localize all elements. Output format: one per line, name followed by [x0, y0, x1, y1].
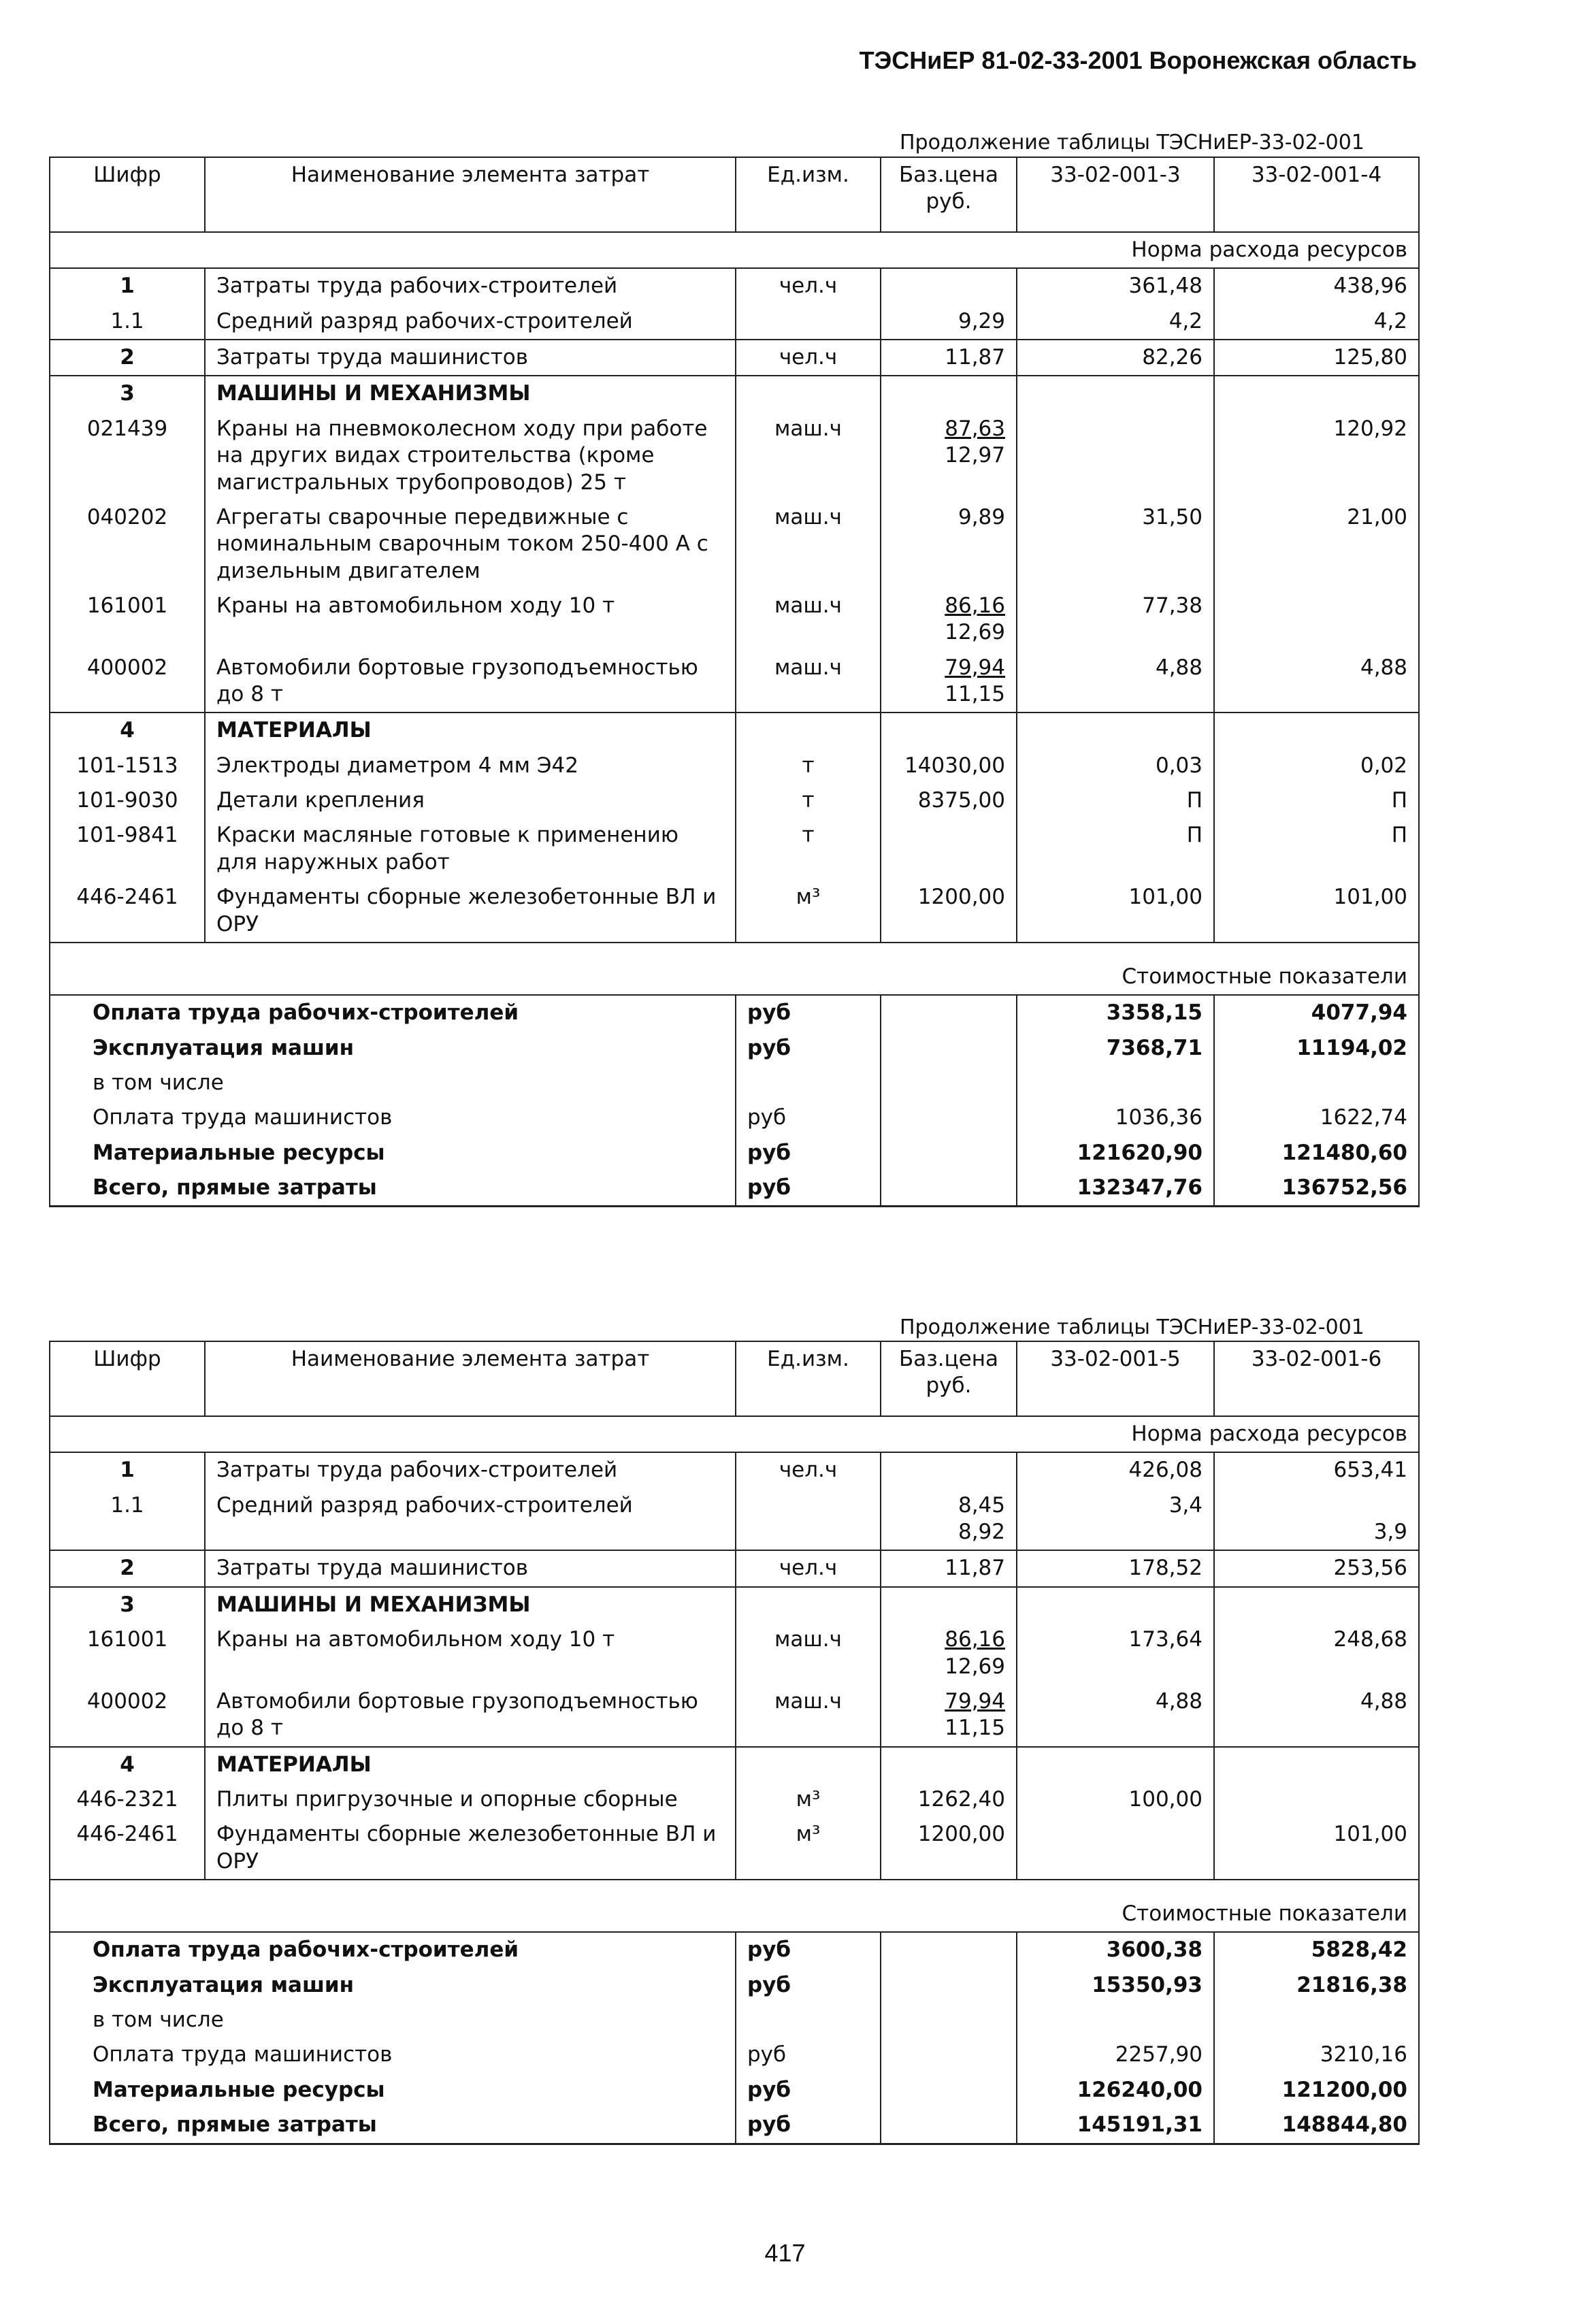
cost-row: Материальные ресурсы руб 126240,00 121200,00 [50, 2073, 1419, 2108]
section-row-materials: 4 МАТЕРИАЛЫ [50, 713, 1419, 748]
page-number: 417 [764, 2239, 806, 2267]
col-header-unit: Ед.изм. [736, 157, 881, 232]
table-row: 446-2461 Фундаменты сборные железобетонные ВЛ и ОРУ м³ 1200,00 101,00 [50, 1817, 1419, 1880]
section-row-machines: 3 МАШИНЫ И МЕХАНИЗМЫ [50, 376, 1419, 411]
table-row: 2 Затраты труда машинистов чел.ч 11,87 178,52 253,56 [50, 1550, 1419, 1586]
band-cost: Стоимостные показатели [50, 1880, 1419, 1932]
cost-row: Эксплуатация машин руб 7368,71 11194,02 [50, 1031, 1419, 1066]
col-header-b: 33-02-001-4 [1214, 157, 1419, 232]
col-header-unit: Ед.изм. [736, 1341, 881, 1416]
col-header-a: 33-02-001-3 [1017, 157, 1214, 232]
table-row: 446-2461 Фундаменты сборные железобетонные ВЛ и ОРУ м³ 1200,00 101,00 101,00 [50, 880, 1419, 943]
col-header-b: 33-02-001-6 [1214, 1341, 1419, 1416]
table-row: 446-2321 Плиты пригрузочные и опорные сборные м³ 1262,40 100,00 [50, 1782, 1419, 1817]
table-header-row [50, 1341, 1419, 1416]
table-row: 161001 Краны на автомобильном ходу 10 т маш.ч 86,16 12,69 77,38 [50, 589, 1419, 651]
band-cost: Стоимостные показатели [50, 943, 1419, 995]
table-row: 1 Затраты труда рабочих-строителей чел.ч 426,08 653,41 [50, 1452, 1419, 1488]
col-header-price: Баз.цена руб. [881, 157, 1017, 232]
table-row: 400002 Автомобили бортовые грузоподъемностью до 8 т маш.ч 79,94 11,15 4,88 4,88 [50, 1684, 1419, 1747]
cost-row-total: Всего, прямые затраты руб 145191,31 148844,80 [50, 2108, 1419, 2144]
table-header-row [50, 157, 1419, 232]
table-row: 101-9030 Детали крепления т 8375,00 П П [50, 783, 1419, 818]
table-row: 040202 Агрегаты сварочные передвижные с номинальным сварочным током 250-400 А с дизельным двигателем маш.ч 9,89 31,50 21,00 [50, 500, 1419, 589]
table-row: 161001 Краны на автомобильном ходу 10 т маш.ч 86,16 12,69 173,64 248,68 [50, 1622, 1419, 1684]
table-row: 101-1513 Электроды диаметром 4 мм Э42 т 14030,00 0,03 0,02 [50, 749, 1419, 783]
band-norm: Норма расхода ресурсов [50, 232, 1419, 268]
col-header-code: Шифр [50, 157, 205, 232]
col-header-a: 33-02-001-5 [1017, 1341, 1214, 1416]
section-row-materials: 4 МАТЕРИАЛЫ [50, 1747, 1419, 1782]
col-header-name: Наименование элемента затрат [205, 1341, 736, 1416]
cost-row: Оплата труда рабочих-строителей руб 3600,38 5828,42 [50, 1932, 1419, 1967]
cost-row: Эксплуатация машин руб 15350,93 21816,38 [50, 1968, 1419, 2003]
cost-row: в том числе [50, 1066, 1419, 1100]
document-header: ТЭСНиЕР 81-02-33-2001 Воронежская область [859, 46, 1417, 74]
table-continuation-caption: Продолжение таблицы ТЭСНиЕР-33-02-001 [900, 131, 1364, 154]
band-norm: Норма расхода ресурсов [50, 1416, 1419, 1452]
col-header-name: Наименование элемента затрат [205, 157, 736, 232]
table-row: 400002 Автомобили бортовые грузоподъемностью до 8 т маш.ч 79,94 11,15 4,88 4,88 [50, 651, 1419, 713]
cost-row-total: Всего, прямые затраты руб 132347,76 136752,56 [50, 1171, 1419, 1207]
col-header-code: Шифр [50, 1341, 205, 1416]
table-row: 101-9841 Краски масляные готовые к применению для наружных работ т П П [50, 818, 1419, 880]
resource-table-1 [49, 157, 1420, 1207]
cost-row: Оплата труда машинистов руб 2257,90 3210,16 [50, 2037, 1419, 2072]
col-header-price: Баз.цена руб. [881, 1341, 1017, 1416]
table-row: 2 Затраты труда машинистов чел.ч 11,87 82,26 125,80 [50, 340, 1419, 376]
table-continuation-caption: Продолжение таблицы ТЭСНиЕР-33-02-001 [900, 1315, 1364, 1339]
resource-table-2 [49, 1341, 1420, 2145]
cost-row: Материальные ресурсы руб 121620,90 121480,60 [50, 1136, 1419, 1171]
cost-row: в том числе [50, 2003, 1419, 2037]
table-row: 1.1 Средний разряд рабочих-строителей 9,29 4,2 4,2 [50, 304, 1419, 340]
table-row: 1 Затраты труда рабочих-строителей чел.ч 361,48 438,96 [50, 268, 1419, 304]
cost-row: Оплата труда рабочих-строителей руб 3358,15 4077,94 [50, 995, 1419, 1030]
cost-row: Оплата труда машинистов руб 1036,36 1622,74 [50, 1100, 1419, 1135]
section-row-machines: 3 МАШИНЫ И МЕХАНИЗМЫ [50, 1587, 1419, 1622]
table-row: 021439 Краны на пневмоколесном ходу при работе на других видах строительства (кроме магистральных трубопроводов) 25 т маш.ч 87,63 12,97 120,92 [50, 412, 1419, 500]
table-row: 1.1 Средний разряд рабочих-строителей 8,45 8,92 3,4 3,9 [50, 1488, 1419, 1551]
